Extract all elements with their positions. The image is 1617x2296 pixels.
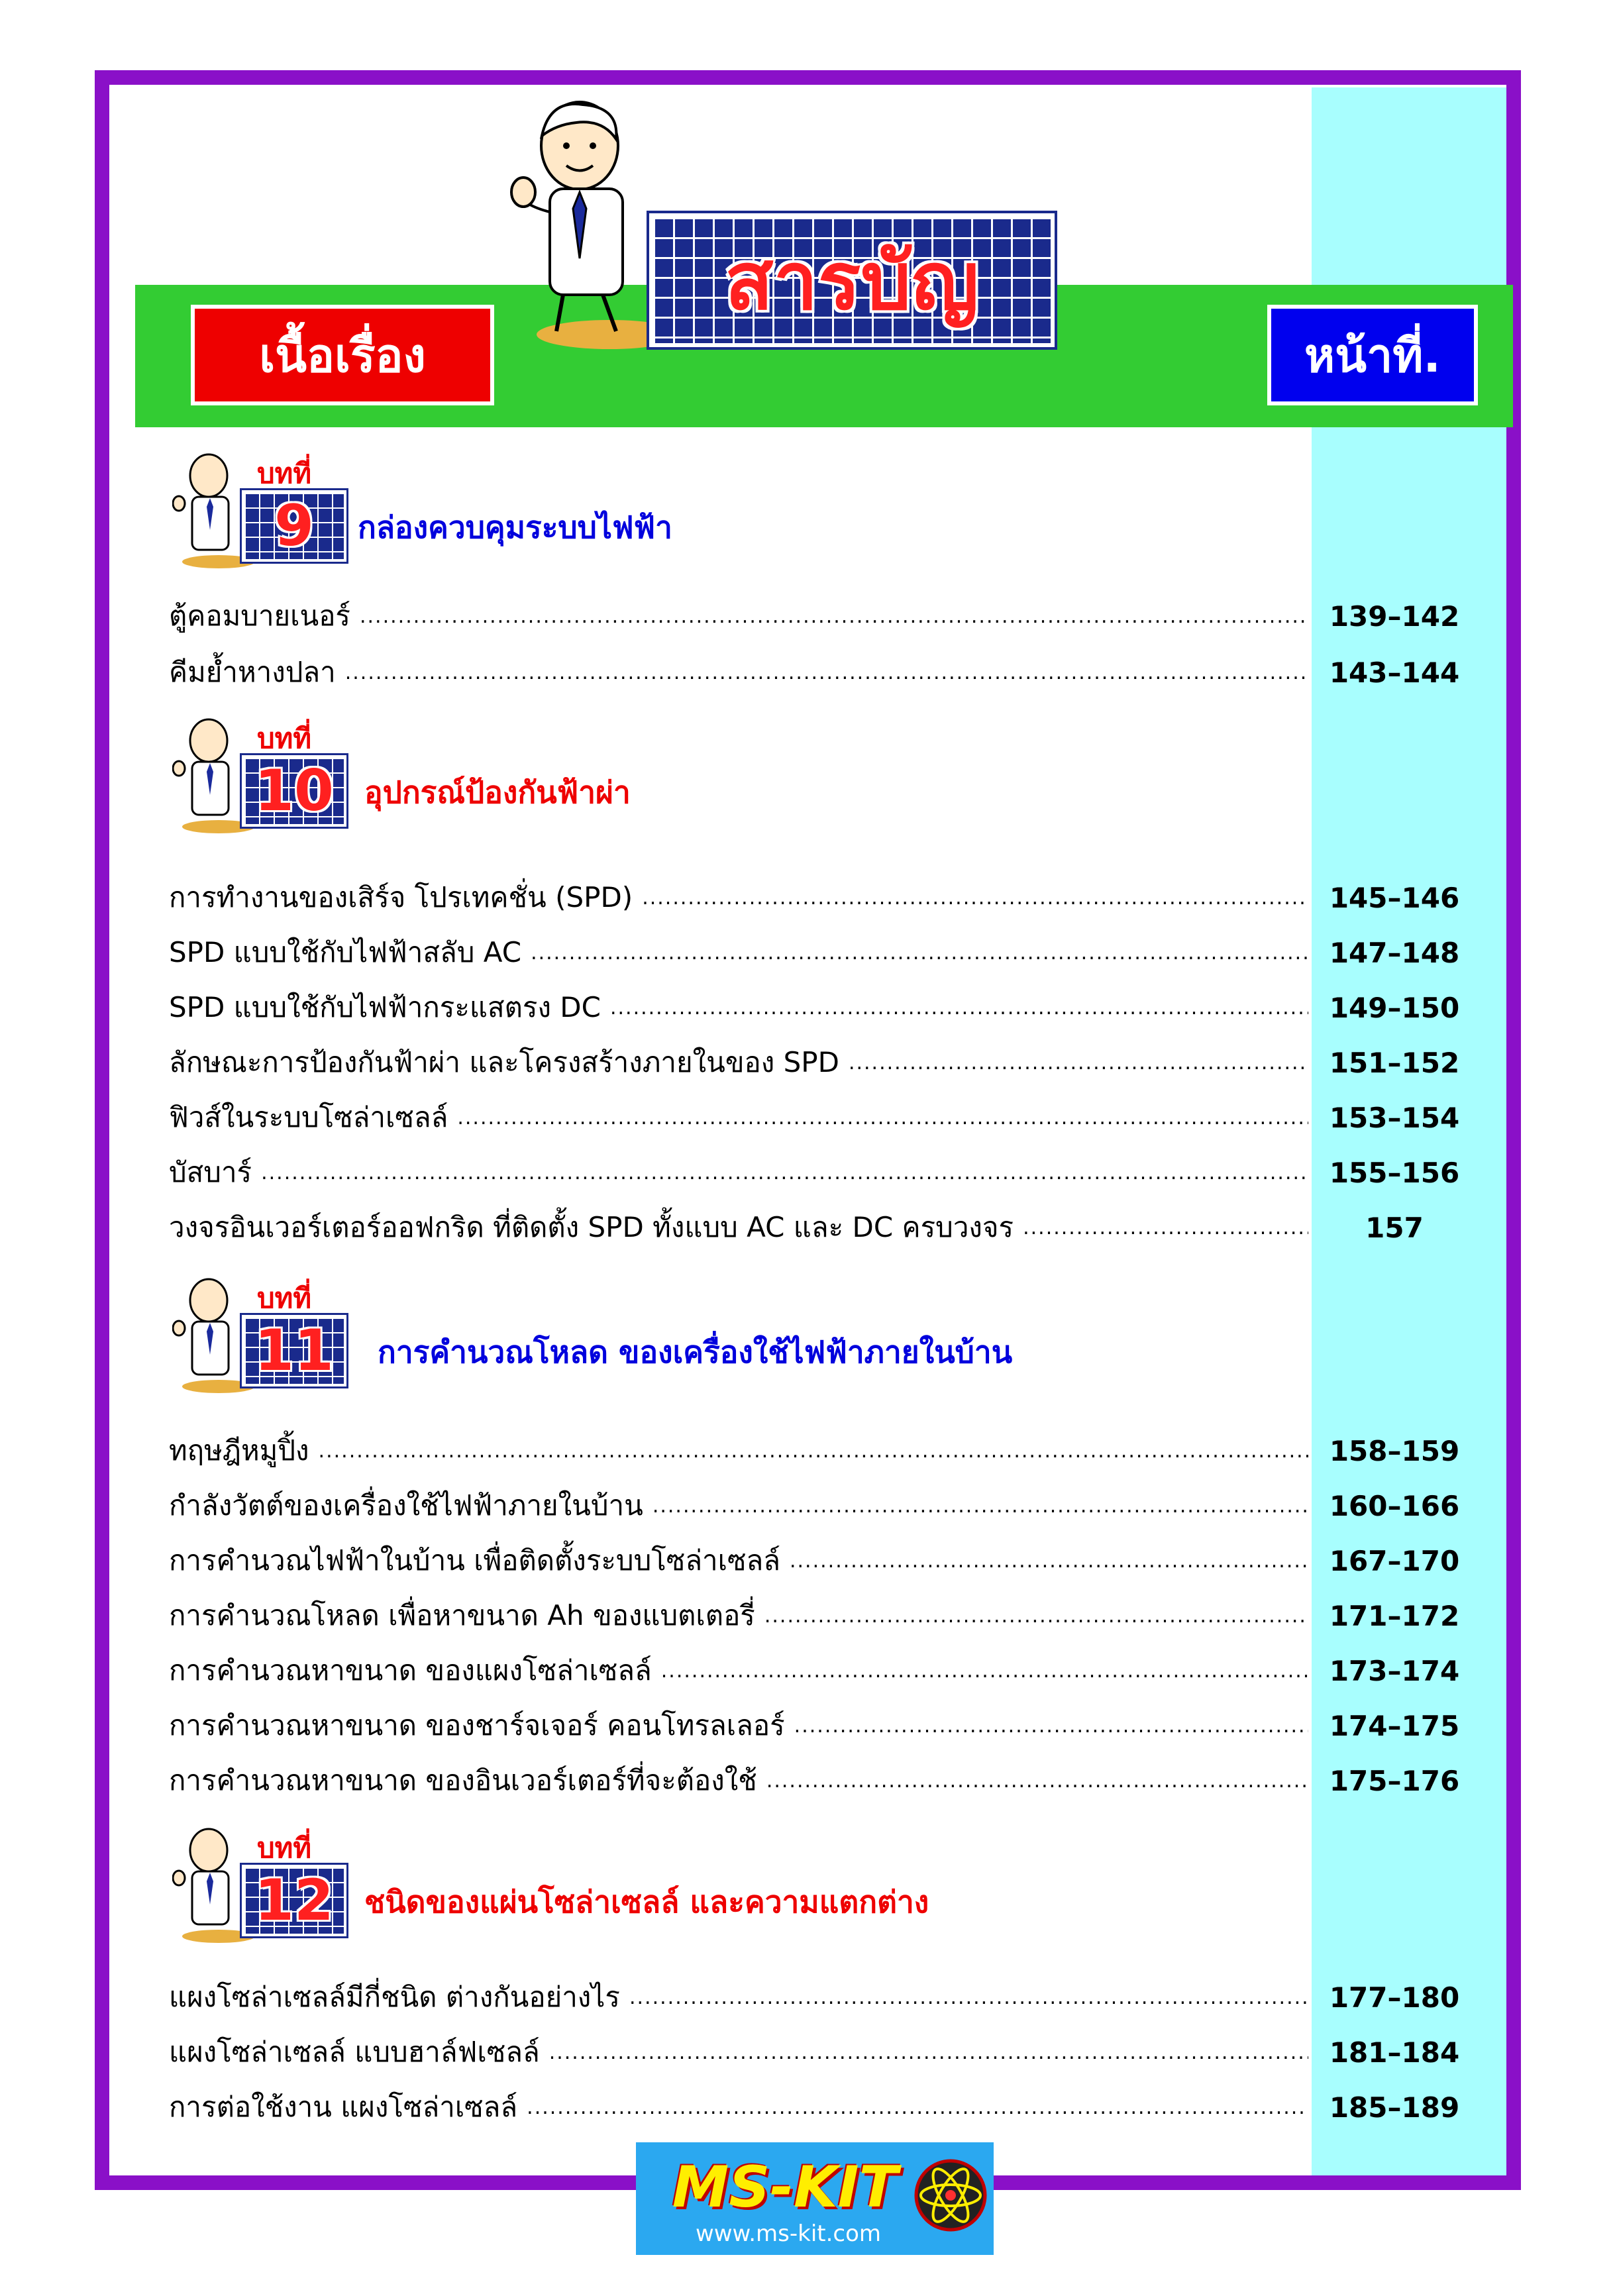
entry-title: การคำนวณหาขนาด ของชาร์จเจอร์ คอนโทรลเลอร์ — [169, 1709, 785, 1742]
entry-title: บัสบาร์ — [169, 1156, 252, 1188]
entry-pages: 185–189 — [1329, 2091, 1460, 2124]
entry-pages: 149–150 — [1329, 991, 1460, 1024]
toc-entry[interactable] — [169, 1486, 1461, 1526]
leader-dots — [261, 1161, 1308, 1184]
entry-pages: 158–159 — [1329, 1434, 1460, 1467]
entry-pages: 143–144 — [1329, 656, 1460, 689]
toc-entry[interactable] — [169, 878, 1461, 917]
page-title: สารบัญ — [725, 235, 979, 328]
entry-pages: 167–170 — [1329, 1544, 1460, 1577]
entry-pages: 181–184 — [1329, 2036, 1460, 2069]
leader-dots — [642, 886, 1308, 910]
entry-title: ฟิวส์ในระบบโซล่าเซลล์ — [169, 1101, 448, 1133]
toc-entry[interactable] — [169, 1706, 1461, 1746]
leader-dots — [629, 1986, 1308, 2009]
toc-entry[interactable] — [169, 1596, 1461, 1636]
toc-entry[interactable] — [169, 933, 1461, 972]
toc-entry[interactable] — [169, 2087, 1461, 2127]
leader-dots — [319, 1439, 1308, 1463]
leader-dots — [360, 605, 1308, 628]
toc-entry[interactable] — [169, 652, 1461, 692]
entry-pages: 151–152 — [1329, 1046, 1460, 1079]
leader-dots — [457, 1106, 1308, 1129]
chapter-11-heading — [172, 1275, 1298, 1394]
entry-title: กำลังวัตต์ของเครื่องใช้ไฟฟ้าภายในบ้าน — [169, 1489, 643, 1522]
leader-dots — [652, 1494, 1308, 1518]
entry-pages: 175–176 — [1329, 1764, 1460, 1797]
entry-title: แผงโซล่าเซลล์ แบบฮาล์ฟเซลล์ — [169, 2036, 540, 2068]
chapter-number: 9 — [242, 490, 346, 562]
logo-url[interactable]: www.ms-kit.com — [695, 2220, 882, 2247]
entry-title: SPD แบบใช้กับไฟฟ้ากระแสตรง DC — [169, 991, 601, 1023]
toc-entry[interactable] — [169, 596, 1461, 636]
chapter-label: บทที่ — [257, 722, 312, 755]
entry-title: การคำนวณโหลด เพื่อหาขนาด Ah ของแบตเตอรี่ — [169, 1599, 755, 1632]
entry-pages: 145–146 — [1329, 881, 1460, 914]
chapter-title: กล่องควบคุมระบบไฟฟ้า — [358, 509, 672, 545]
entry-pages: 139–142 — [1329, 600, 1460, 633]
entry-pages: 171–172 — [1329, 1599, 1460, 1632]
toc-entry[interactable] — [169, 1098, 1461, 1137]
chapter-number: 10 — [242, 755, 346, 827]
page-header: หน้าที่. — [1267, 305, 1478, 405]
toc-entry[interactable] — [169, 1431, 1461, 1471]
chapter-label: บทที่ — [257, 1282, 312, 1314]
entry-title: แผงโซล่าเซลล์มีกี่ชนิด ต่างกันอย่างไร — [169, 1981, 620, 2013]
entry-pages: 157 — [1365, 1211, 1424, 1244]
toc-entry[interactable] — [169, 1651, 1461, 1691]
leader-dots — [790, 1549, 1308, 1573]
entry-title: การทำงานของเสิร์จ โปรเทคชั่น (SPD) — [169, 881, 633, 913]
entry-title: การคำนวณหาขนาด ของแผงโซล่าเซลล์ — [169, 1654, 652, 1687]
entry-pages: 153–154 — [1329, 1101, 1460, 1134]
toc-entry[interactable] — [169, 988, 1461, 1027]
toc-entry[interactable] — [169, 1761, 1461, 1800]
chapter-number: 12 — [242, 1865, 346, 1936]
chapter-9-heading — [172, 450, 1298, 570]
leader-dots — [345, 661, 1308, 684]
leader-dots — [849, 1051, 1308, 1074]
toc-entry[interactable] — [169, 1977, 1461, 2017]
title-plate — [649, 213, 1055, 347]
chapter-12-heading — [172, 1825, 1298, 1944]
brand-logo — [636, 2142, 994, 2255]
leader-dots — [610, 996, 1308, 1019]
leader-dots — [1023, 1216, 1308, 1239]
chapter-10-heading — [172, 715, 1298, 835]
leader-dots — [661, 1659, 1308, 1683]
toc-entry[interactable] — [169, 1043, 1461, 1082]
leader-dots — [766, 1769, 1308, 1793]
entry-title: SPD แบบใช้กับไฟฟ้าสลับ AC — [169, 936, 522, 968]
entry-pages: 173–174 — [1329, 1654, 1460, 1687]
leader-dots — [764, 1604, 1308, 1628]
chapter-label: บทที่ — [257, 1832, 312, 1864]
entry-pages: 177–180 — [1329, 1981, 1460, 2014]
contents-header: เนื้อเรื่อง — [191, 305, 494, 405]
logo-brand: MS-KIT — [672, 2154, 898, 2220]
leader-dots — [527, 2096, 1308, 2119]
chapter-title: อุปกรณ์ป้องกันฟ้าผ่า — [364, 774, 631, 810]
entry-title: การคำนวณหาขนาด ของอินเวอร์เตอร์ที่จะต้องใช้ — [169, 1764, 757, 1797]
entry-title: ทฤษฎีหมูปิ้ง — [169, 1434, 309, 1467]
entry-title: วงจรอินเวอร์เตอร์ออฟกริด ที่ติดตั้ง SPD ทั้งแบบ AC และ DC ครบวงจร — [169, 1211, 1014, 1243]
toc-entry[interactable] — [169, 1541, 1461, 1581]
entry-title: คีมย้ำหางปลา — [169, 656, 336, 688]
leader-dots — [549, 2041, 1308, 2064]
entry-pages: 155–156 — [1329, 1156, 1460, 1189]
toc-entry[interactable] — [169, 1208, 1461, 1247]
entry-pages: 160–166 — [1329, 1489, 1460, 1522]
chapter-label: บทที่ — [257, 457, 312, 490]
entry-pages: 174–175 — [1329, 1709, 1460, 1742]
entry-title: การคำนวณไฟฟ้าในบ้าน เพื่อติดตั้งระบบโซล่าเซลล์ — [169, 1544, 780, 1577]
leader-dots — [531, 941, 1308, 965]
entry-title: การต่อใช้งาน แผงโซล่าเซลล์ — [169, 2091, 518, 2123]
leader-dots — [794, 1714, 1308, 1738]
toc-entry[interactable] — [169, 2032, 1461, 2072]
entry-title: ลักษณะการป้องกันฟ้าผ่า และโครงสร้างภายในของ SPD — [169, 1046, 839, 1078]
entry-title: ตู้คอมบายเนอร์ — [169, 600, 350, 632]
chapter-title: การคำนวณโหลด ของเครื่องใช้ไฟฟ้าภายในบ้าน — [378, 1334, 1013, 1370]
toc-entry[interactable] — [169, 1153, 1461, 1192]
chapter-title: ชนิดของแผ่นโซล่าเซลล์ และความแตกต่าง — [364, 1884, 929, 1920]
entry-pages: 147–148 — [1329, 936, 1460, 969]
chapter-number: 11 — [242, 1315, 346, 1386]
